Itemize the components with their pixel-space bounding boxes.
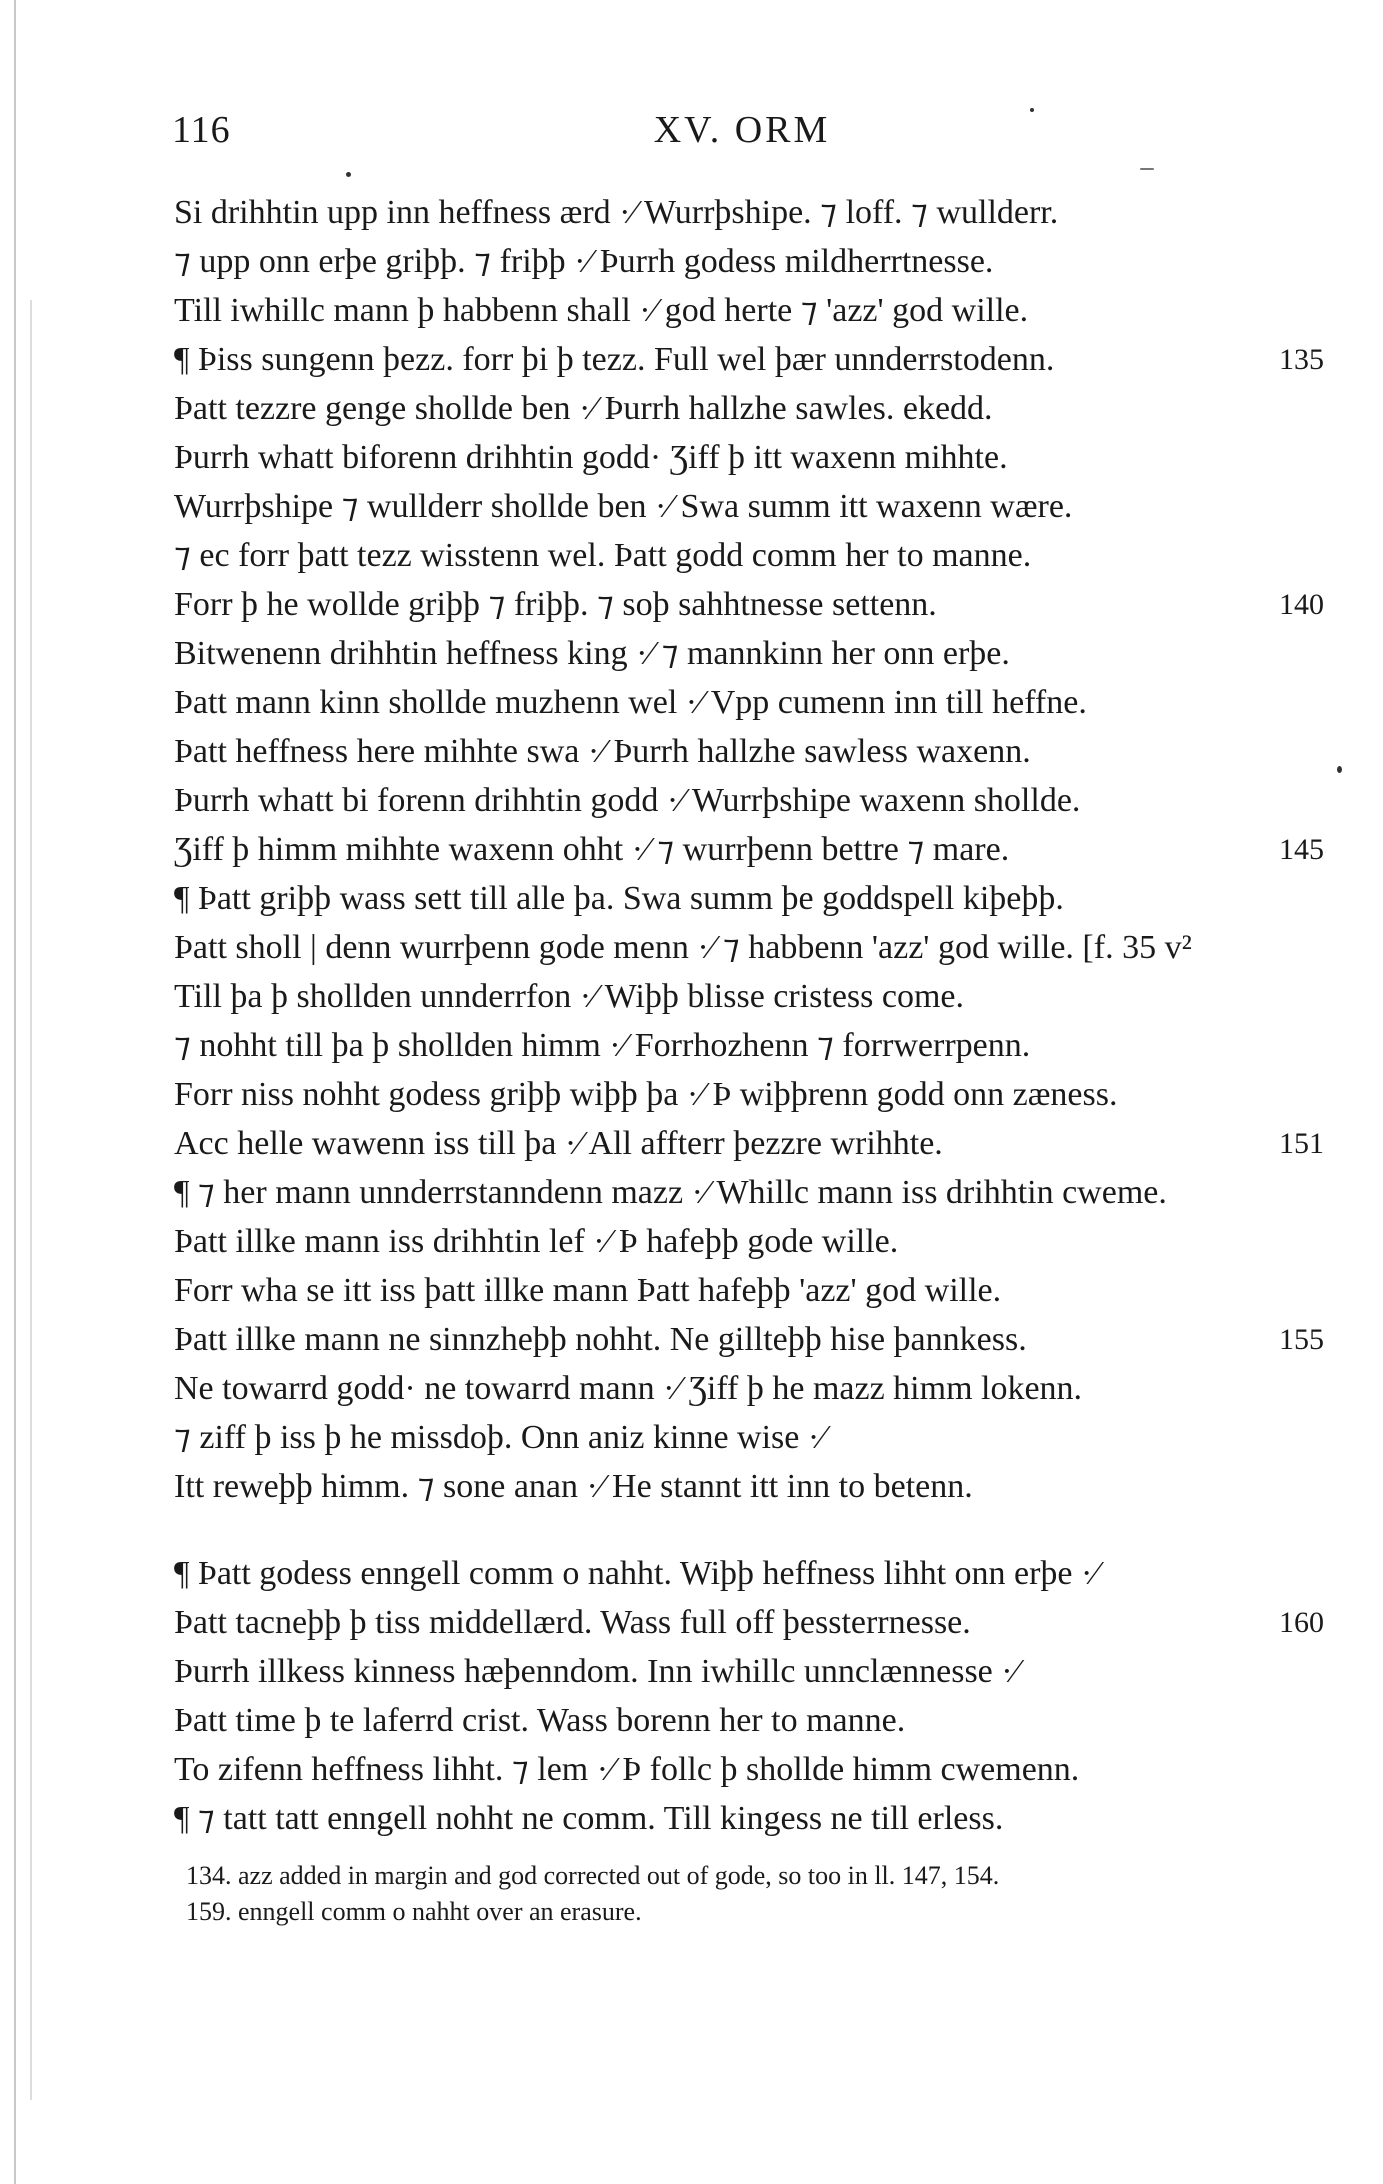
verse-line [174, 580, 1324, 629]
verse-line-text: Acc helle wawenn iss till þa ·⁄ All affterr þezzre wrihhte. [174, 1125, 943, 1162]
verse-line [174, 1647, 1324, 1696]
verse-line-text: Þurrh whatt bi forenn drihhtin godd ·⁄ Wurrþshipe waxenn shollde. [174, 782, 1081, 819]
page-number: 116 [172, 109, 231, 151]
verse-line [174, 335, 1324, 384]
verse-line-text: Þurrh whatt biforenn drihhtin godd· Ʒiff þ itt waxenn mihhte. [174, 439, 1008, 476]
footnotes [186, 1858, 1326, 1930]
verse-line [174, 972, 1324, 1021]
verse-line [174, 1217, 1324, 1266]
verse-line-text: Forr þ he wollde griþþ ⁊ friþþ. ⁊ soþ sahhtnesse settenn. [174, 586, 937, 623]
verse-line [174, 1266, 1324, 1315]
verse-line-text: Wurrþshipe ⁊ wullderr shollde ben ·⁄ Swa summ itt waxenn wære. [174, 488, 1073, 525]
verse-line-text: ⁊ ec forr þatt tezz wisstenn wel. Þatt godd comm her to manne. [174, 537, 1032, 574]
verse-line [174, 1549, 1324, 1598]
line-number: 155 [1279, 1323, 1324, 1356]
verse-line-text: Ne towarrd godd· ne towarrd mann ·⁄ Ʒiff þ he mazz himm lokenn. [174, 1370, 1083, 1407]
verse-line [174, 1462, 1324, 1511]
line-number: 145 [1279, 833, 1324, 866]
ink-speck [1337, 766, 1342, 773]
verse-line [174, 1696, 1324, 1745]
footnote: 159. enngell comm o nahht over an erasure. [186, 1897, 642, 1926]
verse-line-text: Forr niss nohht godess griþþ wiþþ þa ·⁄ Þ wiþþrenn godd onn zæness. [174, 1076, 1118, 1113]
running-head: XV. ORM [653, 109, 831, 151]
verse-line [174, 1745, 1324, 1794]
line-number: 160 [1279, 1606, 1324, 1639]
verse-line-text: Þurrh illkess kinness hæþenndom. Inn iwhillc unnclænnesse ·⁄ [174, 1653, 1019, 1690]
verse-line [174, 1119, 1324, 1168]
verse-line [174, 1168, 1324, 1217]
verse-line-text: Till þa þ shollden unnderrfon ·⁄ Wiþþ blisse cristess come. [174, 978, 965, 1015]
verse-line-text: Forr wha se itt iss þatt illke mann Þatt hafeþþ 'azz' god wille. [174, 1272, 1002, 1309]
verse-line [174, 874, 1324, 923]
verse-line [174, 1364, 1324, 1413]
verse-line [174, 384, 1324, 433]
verse-line [174, 482, 1324, 531]
verse-line [174, 727, 1324, 776]
verse-line [174, 1413, 1324, 1462]
verse-line [174, 1315, 1324, 1364]
verse-line-text: Þatt sholl | denn wurrþenn gode menn ·⁄ ⁊ habbenn 'azz' god wille. [f. 35 v² [174, 929, 1192, 966]
verse-line-text: Ʒiff þ himm mihhte waxenn ohht ·⁄ ⁊ wurrþenn bettre ⁊ mare. [174, 831, 1010, 868]
page-header [172, 108, 1312, 158]
verse-line [174, 237, 1324, 286]
verse-line [174, 286, 1324, 335]
verse-line-text: Þatt heffness here mihhte swa ·⁄ Þurrh hallzhe sawless waxenn. [174, 733, 1031, 770]
verse-line-text: Till iwhillc mann þ habbenn shall ·⁄ god herte ⁊ 'azz' god wille. [174, 292, 1029, 329]
ink-speck [1140, 168, 1154, 170]
footnote: 134. azz added in margin and god corrected out of gode, so too in ll. 147, 154. [186, 1861, 1000, 1890]
verse-line-text: Si drihhtin upp inn heffness ærd ·⁄ Wurrþshipe. ⁊ loff. ⁊ wullderr. [174, 194, 1059, 231]
scan-margin-line [14, 0, 16, 2184]
scan-margin-line [30, 300, 32, 2100]
verse-line-text: Þatt mann kinn shollde muzhenn wel ·⁄ Vpp cumenn inn till heffne. [174, 684, 1087, 721]
line-number: 151 [1279, 1127, 1324, 1160]
line-number: 135 [1279, 343, 1324, 376]
verse-line-text: Þatt illke mann iss drihhtin lef ·⁄ Þ hafeþþ gode wille. [174, 1223, 899, 1260]
verse-line-text: Þatt time þ te laferrd crist. Wass borenn her to manne. [174, 1702, 906, 1739]
line-number: 140 [1279, 588, 1324, 621]
verse-line-text: Þatt tacneþþ þ tiss middellærd. Wass full off þessterrnesse. [174, 1604, 971, 1641]
verse-line [174, 1598, 1324, 1647]
verse-line [174, 433, 1324, 482]
verse-line [174, 678, 1324, 727]
verse-line-text: ¶ ⁊ tatt tatt enngell nohht ne comm. Till kingess ne till erless. [174, 1800, 1004, 1837]
verse-line-text: Itt reweþþ himm. ⁊ sone anan ·⁄ He stannt itt inn to betenn. [174, 1468, 973, 1505]
verse-line-text: ¶ ⁊ her mann unnderrstanndenn mazz ·⁄ Whillc mann iss drihhtin cweme. [174, 1174, 1167, 1211]
verse-line [174, 629, 1324, 678]
verse-line-text: ⁊ nohht till þa þ shollden himm ·⁄ Forrhozhenn ⁊ forrwerrpenn. [174, 1027, 1031, 1064]
verse-line-text: Þatt illke mann ne sinnzheþþ nohht. Ne gillteþþ hise þannkess. [174, 1321, 1027, 1358]
ink-speck [346, 172, 351, 177]
verse-line [174, 531, 1324, 580]
verse-line [174, 1021, 1324, 1070]
verse-line [174, 1070, 1324, 1119]
verse-line-text: ¶ Þatt godess enngell comm o nahht. Wiþþ heffness lihht onn erþe ·⁄ [174, 1555, 1099, 1592]
verse-line-text: ⁊ upp onn erþe griþþ. ⁊ friþþ ·⁄ Þurrh godess mildherrtnesse. [174, 243, 994, 280]
stanza-gap [174, 1511, 1324, 1549]
verse-line [174, 825, 1324, 874]
poem-text [174, 188, 1324, 1843]
verse-line [174, 188, 1324, 237]
verse-line-text: Þatt tezzre genge shollde ben ·⁄ Þurrh hallzhe sawles. ekedd. [174, 390, 993, 427]
verse-line [174, 1794, 1324, 1843]
verse-line [174, 776, 1324, 825]
verse-line [174, 923, 1324, 972]
verse-line-text: ¶ Þatt griþþ wass sett till alle þa. Swa summ þe goddspell kiþeþþ. [174, 880, 1064, 917]
ink-speck [1030, 108, 1034, 112]
verse-line-text: Bitwenenn drihhtin heffness king ·⁄ ⁊ mannkinn her onn erþe. [174, 635, 1010, 672]
verse-line-text: To zifenn heffness lihht. ⁊ lem ·⁄ Þ follc þ shollde himm cwemenn. [174, 1751, 1080, 1788]
verse-line-text: ⁊ ziff þ iss þ he missdoþ. Onn aniz kinne wise ·⁄ [174, 1419, 825, 1456]
verse-line-text: ¶ Þiss sungenn þezz. forr þi þ tezz. Full wel þær unnderrstodenn. [174, 341, 1055, 378]
